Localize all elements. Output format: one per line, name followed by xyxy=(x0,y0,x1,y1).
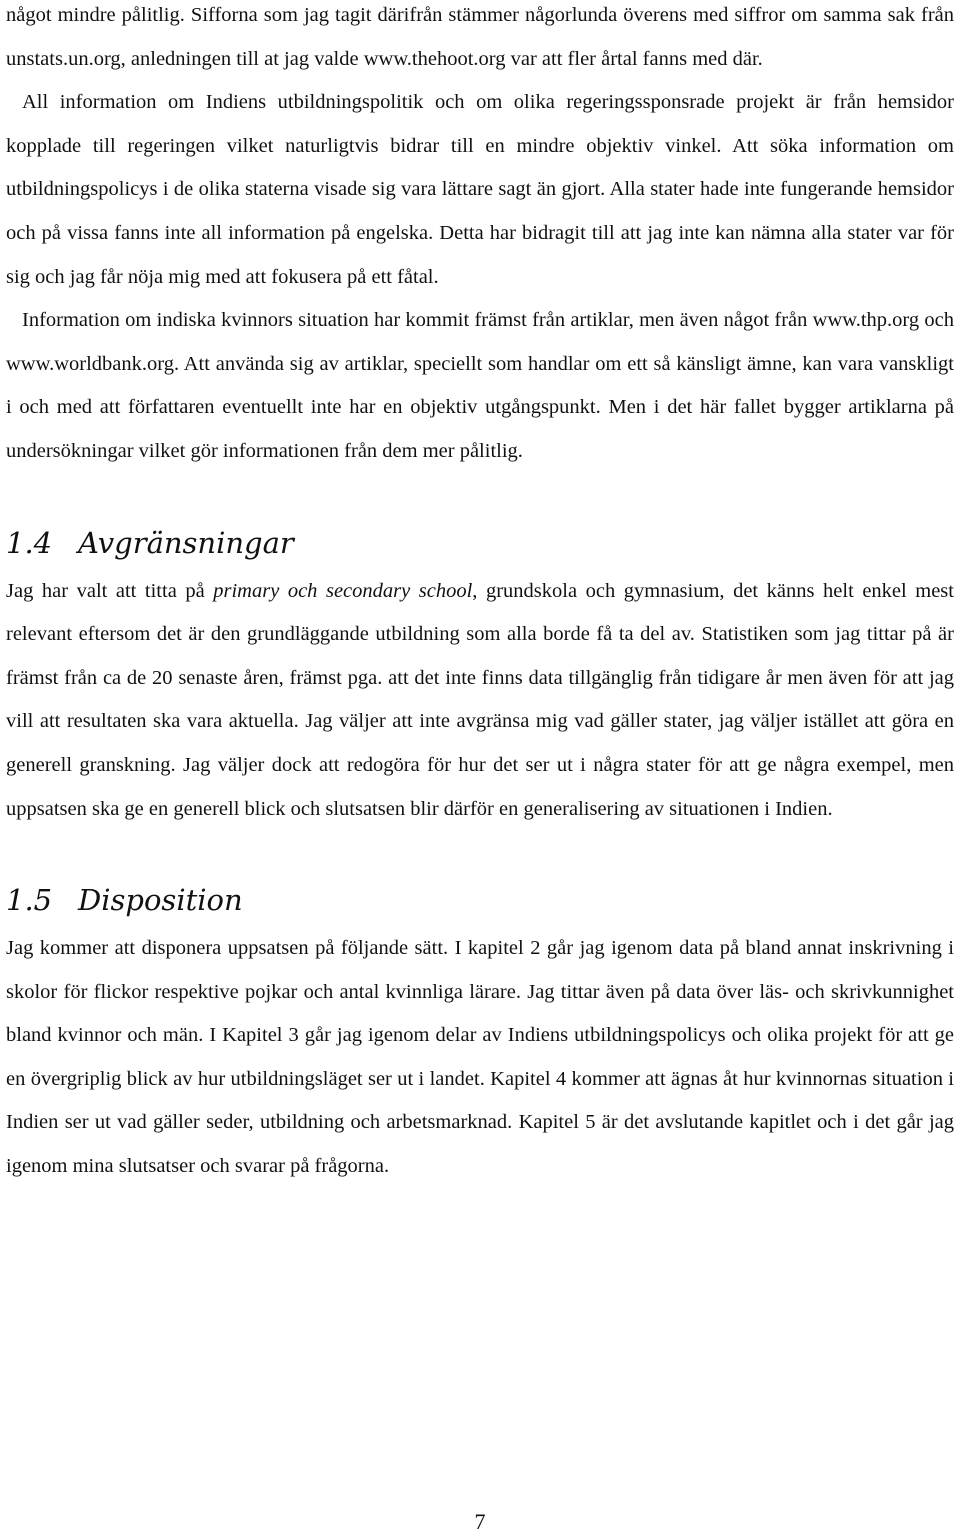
paragraph-text-rest: , grundskola och gymnasium, det känns helt enkel mest relevant eftersom det är den grundläggande utbildning som alla borde få ta del av. Statistiken som jag tittar på är främst från ca de 20 senaste åren, främst pga. att det inte finns data tillgänglig från tidigare år men även för att jag vill att resultaten ska vara aktuella. Jag väljer att inte avgränsa mig vad gäller stater, jag väljer istället att göra en generell granskning. Jag väljer dock att redogöra för hur det ser ut i några stater för att ge några exempel, men uppsatsen ska ge en generell blick och slutsatsen blir därför en generalisering av situationen i Indien. xyxy=(6,579,954,820)
page-number: 7 xyxy=(474,1509,486,1534)
paragraph-women-information: Information om indiska kvinnors situation har kommit främst från artiklar, men även något från www.thp.org och www.worldbank.org. Att använda sig av artiklar, speciellt som handlar om ett så känsligt ämne, kan vara vanskligt i och med att författaren eventuellt inte har en objektiv utgångspunkt. Men i det här fallet bygger artiklarna på undersökningar vilket gör informationen från dem mer pålitlig. xyxy=(6,309,954,462)
paragraph-avgransningar xyxy=(6,570,954,832)
section-number: 1.4 xyxy=(6,525,53,560)
paragraph-disposition: Jag kommer att disponera uppsatsen på följande sätt. I kapitel 2 går jag igenom data på bland annat inskrivning i skolor för flickor respektive pojkar och antal kvinnliga lärare. Jag tittar även på data över läs- och skrivkunnighet bland kvinnor och män. I Kapitel 3 går jag igenom delar av Indiens utbildningspolicys och olika projekt för att ge en övergriplig blick av hur utbildningsläget ser ut i landet. Kapitel 4 kommer att ägnas åt hur kvinnornas situation i Indien ser ut vad gäller seder, utbildning och arbetsmarknad. Kapitel 5 är det avslutande kapitlet och i det går jag igenom mina slutsatser och svarar på frågorna. xyxy=(6,937,954,1178)
document-body xyxy=(6,0,954,1189)
paragraph-text-start: Jag har valt att titta på xyxy=(6,579,214,602)
section-title: Disposition xyxy=(78,883,243,918)
section-number: 1.5 xyxy=(6,883,53,918)
section-heading-avgransningar xyxy=(6,516,954,570)
section-title: Avgränsningar xyxy=(78,525,294,560)
section-heading-disposition xyxy=(6,873,954,927)
paragraph-sources-continued: något mindre pålitlig. Sifforna som jag tagit därifrån stämmer någorlunda överens med siffror om samma sak från unstats.un.org, anledningen till at jag valde www.thehoot.org var att fler årtal fanns med där. xyxy=(6,4,954,70)
paragraph-policy-information: All information om Indiens utbildningspolitik och om olika regeringssponsrade projekt är från hemsidor kopplade till regeringen vilket naturligtvis bidrar till en mindre objektiv vinkel. Att söka information om utbildningspolicys i de olika staterna visade sig vara lättare sagt än gjort. Alla stater hade inte fungerande hemsidor och på vissa fanns inte all information på engelska. Detta har bidragit till att jag inte kan nämna alla stater var för sig och jag får nöja mig med att fokusera på ett fåtal. xyxy=(6,91,954,288)
paragraph-italic-term: primary och secondary school xyxy=(213,579,473,602)
